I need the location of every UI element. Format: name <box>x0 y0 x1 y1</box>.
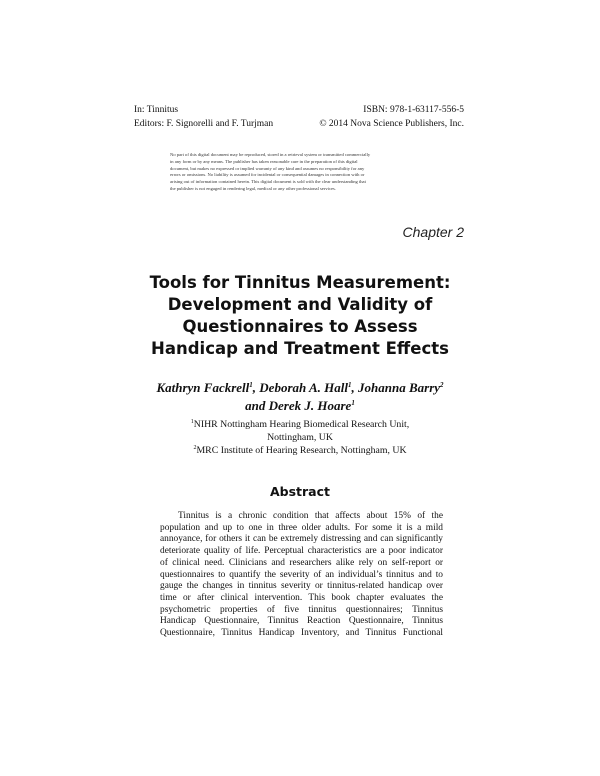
title-line: Development and Validity of <box>167 295 433 314</box>
affiliations <box>100 418 500 457</box>
author-affiliation-mark: 1 <box>249 381 253 389</box>
author-line-2 <box>100 397 500 415</box>
affiliation-2: $^2$MRC Institute of Hearing Research, Nottingham, UK <box>193 445 407 456</box>
notice-line: the publisher is not engaged in rendering legal, medical or any other professional services. <box>170 185 336 191</box>
isbn: ISBN: 978-1-63117-556-5 <box>363 105 464 115</box>
book-header <box>134 103 464 131</box>
abstract-line: Tinnitus is a chronic condition that affects about 15% of the <box>178 511 443 521</box>
abstract-line: deteriorate quality of life. Perceptual characteristics are a poor indicator <box>160 546 443 557</box>
book-name: In: Tinnitus <box>134 105 179 115</box>
affiliation-1-city: Nottingham, UK <box>267 432 333 443</box>
notice-line: arising out of information contained herein. This digital document is sold with the clear understanding that <box>170 179 366 185</box>
header-row-1 <box>134 103 464 117</box>
author-affiliation-mark: 1 <box>351 399 355 407</box>
author-affiliation-mark: 2 <box>440 381 444 389</box>
title-line: Tools for Tinnitus Measurement: <box>149 273 451 292</box>
abstract-line: time or after clinical intervention. This book chapter evaluates the <box>160 592 443 603</box>
abstract-line: gauge the changes in tinnitus severity or tinnitus-related handicap over <box>160 581 443 592</box>
abstract-line: psychometric properties of five tinnitus questionnaires; Tinnitus <box>160 604 443 615</box>
copyright-notice <box>170 152 432 193</box>
abstract-line: questionnaires to quantify the severity of an individual’s tinnitus and to <box>160 569 443 580</box>
abstract-line: Questionnaire, Tinnitus Handicap Inventory, and Tinnitus Functional <box>160 628 443 639</box>
chapter-label: Chapter 2 <box>402 224 464 240</box>
author-line-1 <box>100 379 500 397</box>
notice-line: No part of this digital document may be reproduced, stored in a retrieval system or transmitted commercially <box>170 152 371 157</box>
affiliation-mark: 2 <box>193 445 197 451</box>
abstract-line: of clinical need. Clinicians and researchers alike rely on self-report or <box>160 557 443 568</box>
title-line: Questionnaires to Assess <box>182 317 418 336</box>
abstract-line: Handicap Questionnaire, Tinnitus Reaction Questionnaire, Tinnitus <box>160 616 443 627</box>
abstract-line: population and up to one in three older adults. For some it is a mild <box>160 522 443 533</box>
author-affiliation-mark: 1 <box>348 381 352 389</box>
copyright: © 2014 Nova Science Publishers, Inc. <box>319 119 464 129</box>
chapter-title <box>100 272 500 360</box>
author-name: Kathryn Fackrell <box>156 380 250 395</box>
affiliation-1: $^1$NIHR Nottingham Hearing Biomedical Research Unit, <box>190 419 410 430</box>
abstract-line: annoyance, for others it can be extremely distressing and can significantly <box>160 534 443 545</box>
author-name: , Deborah A. Hall <box>252 380 349 395</box>
affiliation-mark: 1 <box>190 419 194 425</box>
notice-line: errors or omissions. No liability is assumed for incidental or consequential damages in connection with or <box>170 172 365 178</box>
author-name: , Johanna Barry <box>351 380 441 395</box>
notice-line: document, but makes no expressed or implied warranty of any kind and assumes no responsibility for any <box>170 165 365 171</box>
editors: Editors: F. Signorelli and F. Turjman <box>134 119 274 129</box>
author-name: and Derek J. Hoare <box>245 398 352 413</box>
abstract-body <box>160 511 443 640</box>
title-line: Handicap and Treatment Effects <box>151 339 449 358</box>
abstract-heading: Abstract <box>269 484 331 499</box>
notice-line: in any form or by any means. The publisher has taken reasonable care in the preparation of this digital <box>170 158 358 164</box>
header-row-2 <box>134 117 464 131</box>
author-list <box>100 379 500 415</box>
